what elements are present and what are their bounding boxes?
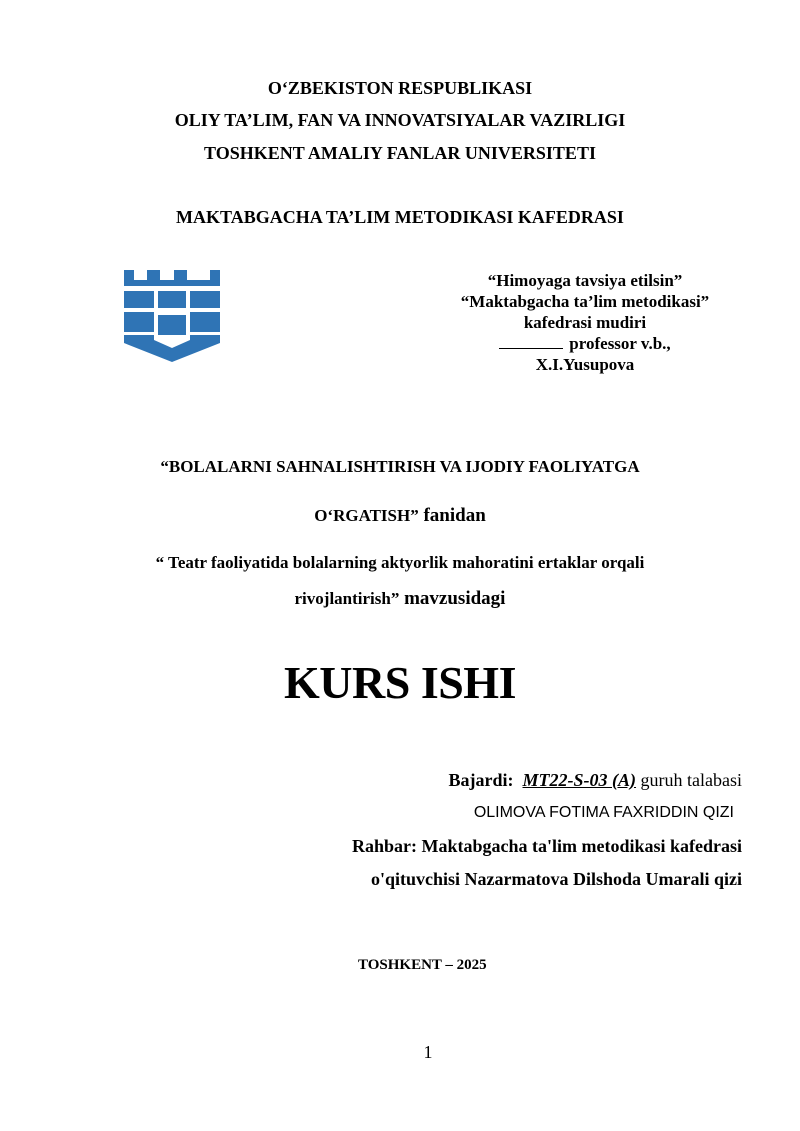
approval-block xyxy=(440,270,730,375)
subject-line-2 xyxy=(0,505,800,527)
author-name: OLIMOVA FOTIMA FAXRIDDIN QIZI xyxy=(473,804,734,821)
subject-line-1: “BOLALARNI SAHNALISHTIRISH VA IJODIY FAOLIYATGA xyxy=(160,457,640,476)
author-group-line xyxy=(449,770,742,791)
approval-head-title: kafedrasi mudiri xyxy=(523,313,647,332)
approval-recommended: “Himoyaga tavsiya etilsin” xyxy=(487,271,683,290)
ministry-heading: OLIY TA’LIM, FAN VA INNOVATSIYALAR VAZIRLIGI xyxy=(174,110,626,130)
department-heading: MAKTABGACHA TA’LIM METODIKASI KAFEDRASI xyxy=(176,207,624,227)
subject-caps: O‘RGATISH” xyxy=(314,506,419,525)
approval-department: “Maktabgacha ta’lim metodikasi” xyxy=(460,292,710,311)
university-heading: TOSHKENT AMALIY FANLAR UNIVERSITETI xyxy=(204,143,596,163)
approval-head-name: X.I.Yusupova xyxy=(535,355,635,374)
subject-suffix: fanidan xyxy=(418,505,486,526)
university-castle-shield-icon xyxy=(122,270,222,362)
author-label: Bajardi: xyxy=(448,770,514,790)
topic-line-1: “ Teatr faoliyatida bolalarning aktyorlik mahoratini ertaklar orqali xyxy=(155,553,645,572)
country-heading: O‘ZBEKISTON RESPUBLIKASI xyxy=(267,78,533,98)
topic-line-2 xyxy=(0,588,800,610)
supervisor-line-2: o'qituvchisi Nazarmatova Dilshoda Umarali qizi xyxy=(370,869,742,889)
group-suffix: guruh talabasi xyxy=(636,770,742,790)
approval-signature-row xyxy=(440,333,730,354)
page-number: 1 xyxy=(423,1042,433,1062)
approval-rank: professor v.b., xyxy=(569,334,671,353)
topic-suffix: mavzusidagi xyxy=(399,588,506,609)
group-code: MT22-S-03 (A) xyxy=(522,770,637,790)
city-year: TOSHKENT – 2025 xyxy=(358,957,487,973)
topic-main: rivojlantirish” xyxy=(294,589,400,608)
signature-line xyxy=(499,334,563,349)
document-title: KURS ISHI xyxy=(284,657,516,708)
supervisor-line-1: Rahbar: Maktabgacha ta'lim metodikasi kafedrasi xyxy=(351,836,742,856)
